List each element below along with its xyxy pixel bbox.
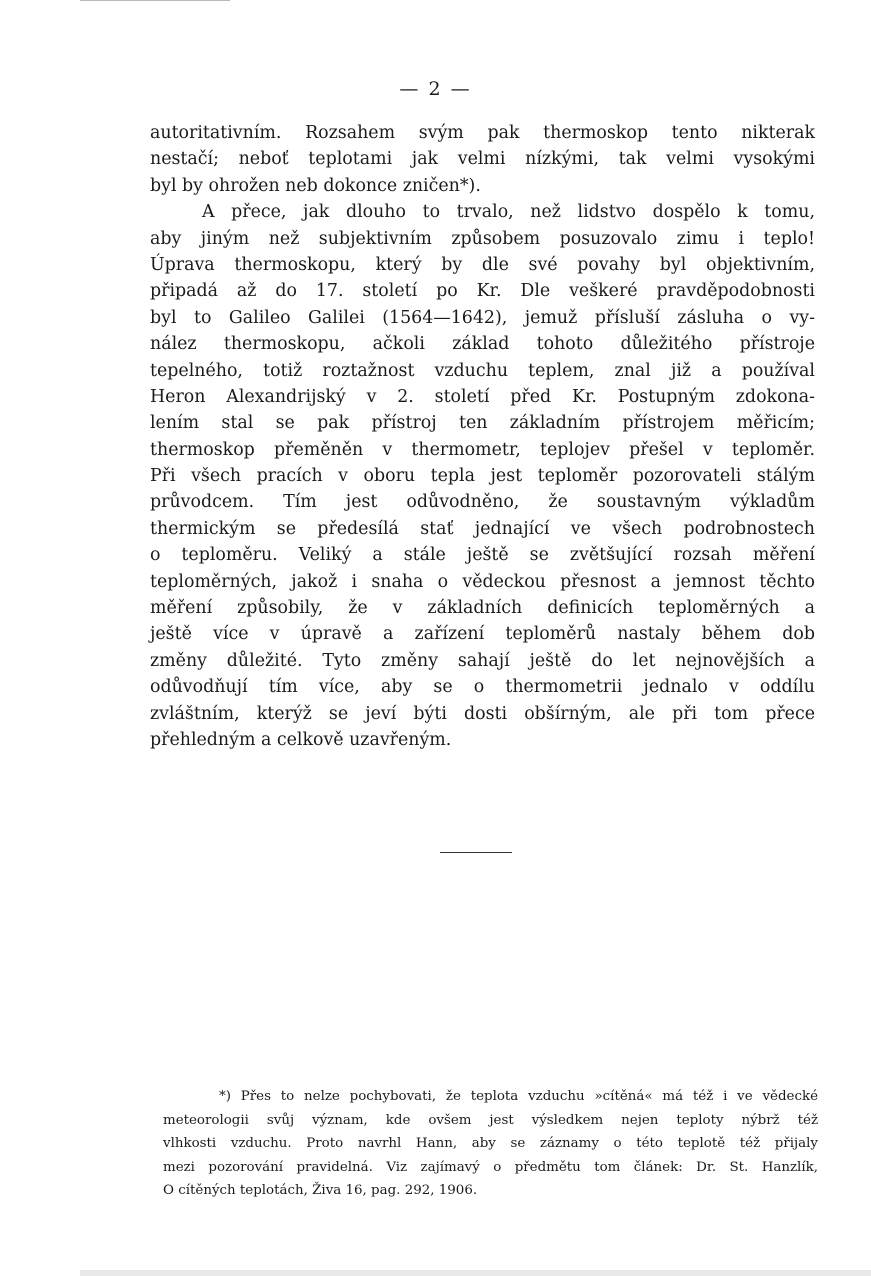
- text-line: byl by ohrožen neb dokonce zničen*).: [150, 175, 481, 196]
- footnote: [163, 1085, 818, 1203]
- main-paragraphs: [150, 120, 815, 753]
- footnote-line: O cítěných teplotách, Živa 16, pag. 292, 1906.: [163, 1183, 478, 1198]
- text-line: thermoskop přeměněn v thermometr, teplojev přešel v teploměr.: [150, 439, 815, 460]
- text-line: nestačí; neboť teplotami jak velmi nízkými, tak velmi vysokými: [150, 149, 815, 170]
- text-line: Při všech pracích v oboru tepla jest teploměr pozorovateli stálým: [150, 466, 815, 487]
- text-line: nález thermoskopu, ačkoli základ tohoto důležitého přístroje: [150, 334, 815, 355]
- text-line: připadá až do 17. století po Kr. Dle veškeré pravděpodobnosti: [150, 281, 815, 302]
- top-edge-rule: [80, 0, 230, 1]
- text-line: A přece, jak dlouho to trvalo, než lidstvo dospělo k tomu,: [202, 202, 815, 223]
- text-line: měření způsobily, že v základních definicích teploměrných a: [150, 598, 815, 619]
- text-line: ještě více v úpravě a zařízení teploměrů nastaly během dob: [150, 624, 815, 645]
- text-line: odůvodňují tím více, aby se o thermometrii jednalo v oddílu: [150, 677, 815, 698]
- text-line: Heron Alexandrijský v 2. století před Kr. Postupným zdokona-: [150, 386, 815, 407]
- text-line: lením stal se pak přístroj ten základním přístrojem měřicím;: [150, 413, 815, 434]
- text-line: byl to Galileo Galilei (1564—1642), jemuž přísluší zásluha o vy-: [150, 307, 815, 328]
- text-line: přehledným a celkově uzavřeným.: [150, 729, 452, 750]
- footnote-line: *) Přes to nelze pochybovati, že teplota vzduchu »cítěná« má též i ve vědecké: [219, 1089, 818, 1104]
- text-line: aby jiným než subjektivním způsobem posuzovalo zimu i teplo!: [150, 228, 815, 249]
- text-line: Úprava thermoskopu, který by dle své povahy byl objektivním,: [150, 254, 815, 275]
- text-line: změny důležité. Tyto změny sahají ještě do let nejnovějších a: [150, 650, 815, 671]
- footnote-line: meteorologii svůj význam, kde ovšem jest výsledkem nejen teploty nýbrž též: [163, 1112, 818, 1128]
- section-separator: [440, 852, 512, 853]
- text-line: o teploměru. Veliký a stále ještě se zvětšující rozsah měření: [150, 545, 815, 566]
- text-line: zvláštním, kterýž se jeví býti dosti obšírným, ale při tom přece: [150, 703, 815, 724]
- page-number: — 2 —: [399, 78, 472, 100]
- text-line: thermickým se předesílá stať jednající ve všech podrobnostech: [150, 518, 815, 539]
- text-line: autoritativním. Rozsahem svým pak thermoskop tento nikterak: [150, 123, 815, 143]
- scan-bottom-edge: [80, 1270, 871, 1276]
- footnote-line: vlhkosti vzduchu. Proto navrhl Hann, aby se záznamy o této teplotě též přijaly: [163, 1136, 818, 1151]
- text-line: tepelného, totiž roztažnost vzduchu teplem, znal již a používal: [150, 360, 815, 381]
- text-line: průvodcem. Tím jest odůvodněno, že soustavným výkladům: [150, 492, 815, 513]
- text-line: teploměrných, jakož i snaha o vědeckou přesnost a jemnost těchto: [150, 571, 815, 592]
- footnote-line: mezi pozorování pravidelná. Viz zajímavý o předmětu tom článek: Dr. St. Hanzlík,: [163, 1159, 818, 1175]
